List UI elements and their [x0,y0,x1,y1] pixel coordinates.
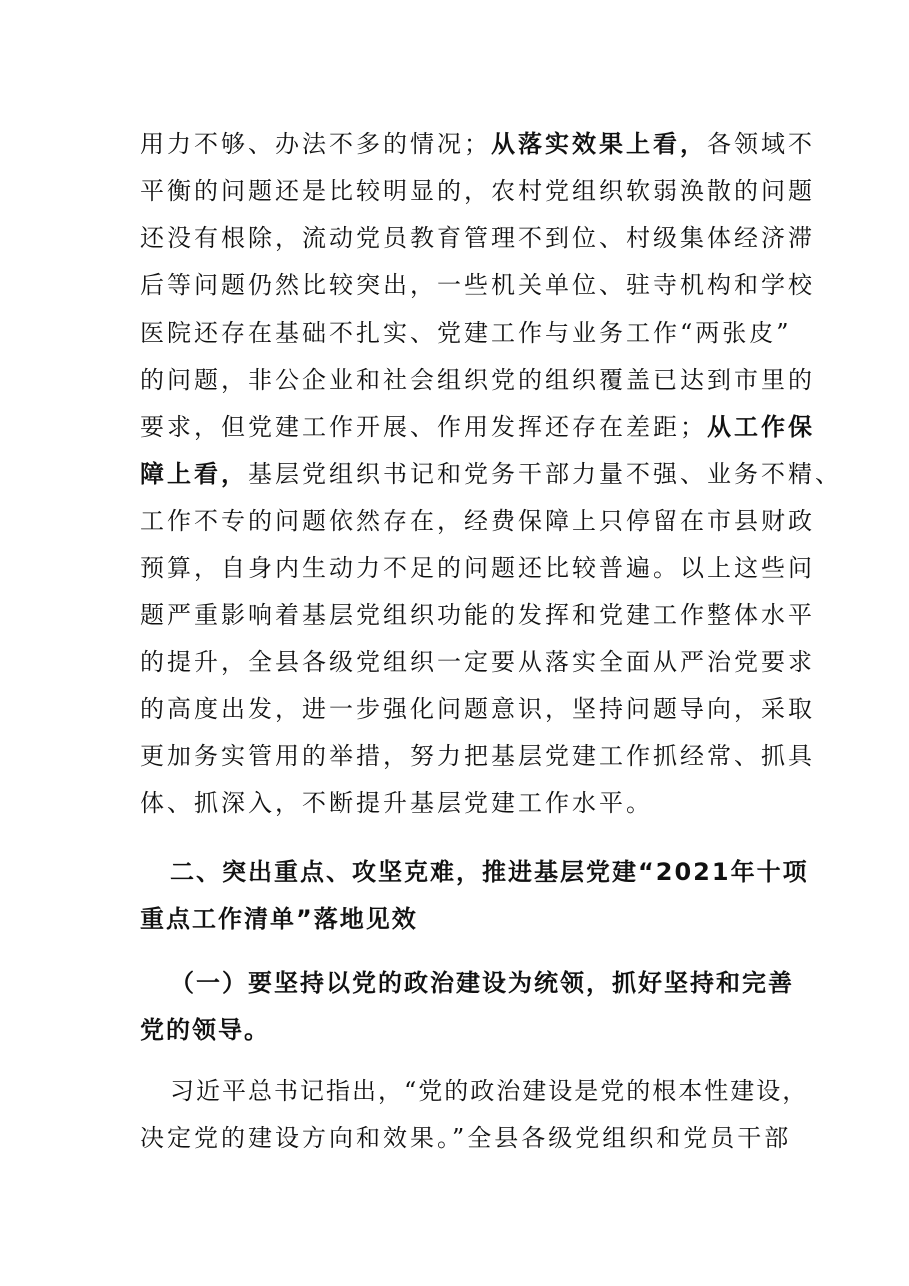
paragraph-line [140,130,815,158]
paragraph-line: 题严重影响着基层党组织功能的发挥和党建工作整体水平 [140,601,815,629]
text-run: 要求，但党建工作开展、作用发挥还存在差距； [140,413,707,441]
bold-phrase: 从工作保 [707,413,815,441]
paragraph-line: 还没有根除，流动党员教育管理不到位、村级集体经济滞 [140,224,815,252]
paragraph-line: 决定党的建设方向和效果。”全县各级党组织和党员干部 [140,1124,792,1152]
paragraph-line: 的高度出发，进一步强化问题意识，坚持问题导向，采取 [140,695,815,723]
paragraph-line [140,460,842,488]
paragraph-line: 习近平总书记指出，“党的政治建设是党的根本性建设， [170,1077,809,1105]
paragraph-line: 平衡的问题还是比较明显的，农村党组织软弱涣散的问题 [140,177,815,205]
paragraph-line: 的提升，全县各级党组织一定要从落实全面从严治党要求 [140,648,815,676]
text-run: 用力不够、办法不多的情况； [140,130,491,158]
text-run: 基层党组织书记和党务干部力量不强、业务不精、 [248,460,842,488]
bold-phrase: 从落实效果上看， [491,130,707,158]
paragraph-line: 工作不专的问题依然存在，经费保障上只停留在市县财政 [140,507,815,535]
bold-phrase: 障上看， [140,460,248,488]
paragraph-line [140,413,815,441]
section-heading: 重点工作清单”落地见效 [140,905,418,933]
subsection-heading: 党的领导。 [140,1016,270,1044]
paragraph-line: 体、抓深入，不断提升基层党建工作水平。 [140,789,653,817]
paragraph-line: 后等问题仍然比较突出，一些机关单位、驻寺机构和学校 [140,271,815,299]
paragraph-line: 预算，自身内生动力不足的问题还比较普遍。以上这些问 [140,554,815,582]
section-heading: 二、突出重点、攻坚克难，推进基层党建“2021年十项 [170,858,809,886]
paragraph-line: 更加务实管用的举措，努力把基层党建工作抓经常、抓具 [140,742,815,770]
paragraph-line: 医院还存在基础不扎实、党建工作与业务工作“两张皮” [140,319,792,347]
subsection-heading: （一）要坚持以党的政治建设为统领，抓好坚持和完善 [170,969,794,997]
text-run: 各领域不 [707,130,815,158]
paragraph-line: 的问题，非公企业和社会组织党的组织覆盖已达到市里的 [140,366,815,394]
